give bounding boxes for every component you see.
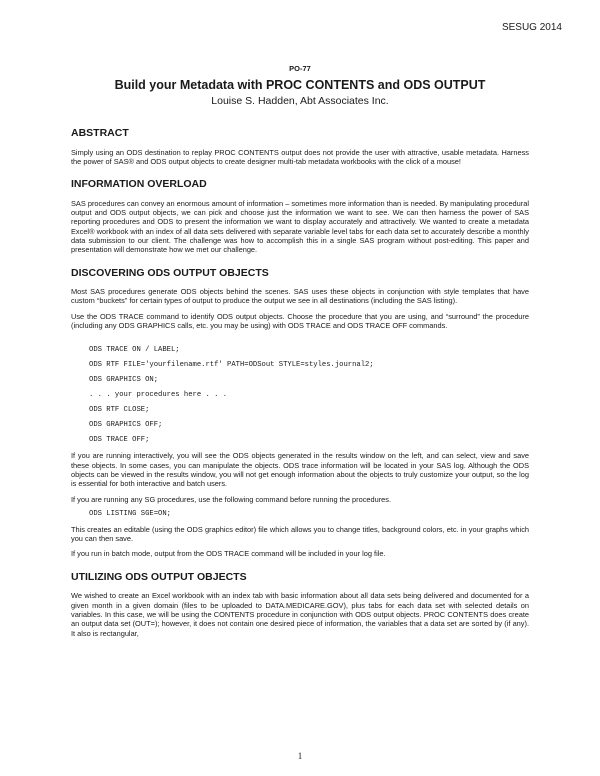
page-number: 1	[297, 751, 303, 761]
discovering-paragraph-6: If you run in batch mode, output from the ODS TRACE command will be included in your log file.	[71, 549, 386, 559]
paper-id: PO-77	[289, 64, 311, 73]
discovering-paragraph-5: This creates an editable (using the ODS graphics editor) file which allows you to change titles, background colors, etc. in your graphs which you can then save.	[71, 524, 529, 544]
utilizing-heading: UTILIZING ODS OUTPUT OBJECTS	[71, 570, 247, 583]
utilizing-paragraph: We wished to create an Excel workbook with an index tab with basic information about all data sets being delivered and documented for a given month in a given domain (files to be uploaded to DATA.MEDICARE.GOV), plus tabs for each data set with selected details on variables. In this case, we will be using the CONTENTS procedure in conjunction with ODS output objects. PROC CONTENTS does create an output data set (OUT=); however, it does not contain one desired piece of information, the variables that a data set are sorted by (if any). It also is rectangular,	[71, 591, 529, 638]
paper-body	[71, 64, 529, 644]
paper-author: Louise S. Hadden, Abt Associates Inc.	[211, 95, 389, 107]
code-line: ODS TRACE ON / LABEL;	[89, 346, 180, 355]
code-line: . . . your procedures here . . .	[89, 391, 228, 400]
code-line: ODS RTF CLOSE;	[89, 406, 150, 415]
code-block	[71, 346, 529, 444]
discovering-paragraph-1: Most SAS procedures generate ODS objects behind the scenes. SAS uses these objects in conjunction with style templates that have custom “buckets” for certain types of output to produce the output we see in all destinations (including the SAS listing).	[71, 287, 529, 306]
abstract-paragraph: Simply using an ODS destination to replay PROC CONTENTS output does not provide the user with attractive, usable metadata. Harness the power of SAS® and ODS output objects to create designer multi-tab metadata workbooks with the click of a mouse!	[71, 147, 529, 166]
code-line: ODS TRACE OFF;	[89, 436, 150, 445]
overload-paragraph: SAS procedures can convey an enormous amount of information – sometimes more information than is needed. By manipulating procedural output and ODS output objects, we can pick and choose just the information we want to see. We can then harness the power of SAS reporting procedures and ODS to present the information we want to display accurately and attractively. We wanted to create a metadata Excel® workbook with an index of all data sets delivered with separate variable level tabs for each data set to accurately describe a monthly data submission to our client. The challenge was how to accomplish this in a single SAS program without post-editing. This paper and presentation will demonstrate how we met our challenge.	[71, 198, 529, 255]
code-line: ODS GRAPHICS OFF;	[89, 421, 163, 430]
code-line-sge: ODS LISTING SGE=ON;	[89, 509, 171, 518]
conference-header: SESUG 2014	[501, 22, 562, 33]
discovering-heading: DISCOVERING ODS OUTPUT OBJECTS	[71, 266, 269, 279]
discovering-paragraph-4: If you are running any SG procedures, use the following command before running the procedures.	[71, 494, 392, 504]
code-line: ODS GRAPHICS ON;	[89, 376, 159, 385]
overload-heading: INFORMATION OVERLOAD	[71, 178, 207, 191]
discovering-paragraph-3: If you are running interactively, you will see the ODS objects generated in the results window on the left, and can select, view and save these objects. In some cases, you can manipulate the objects. ODS trace information will be located in your SAS log. Although the ODS objects can be viewed in the results window, you will not get enough information about the objects to truly customize your output, so the log is essential for both interactive and batch users.	[71, 451, 529, 489]
paper-title: Build your Metadata with PROC CONTENTS and ODS OUTPUT	[114, 78, 486, 92]
code-line: ODS RTF FILE='yourfilename.rtf' PATH=ODSout STYLE=styles.journal2;	[89, 361, 374, 370]
discovering-paragraph-2: Use the ODS TRACE command to identify ODS output objects. Choose the procedure that you are using, and “surround” the procedure (including any ODS GRAPHICS calls, etc. you may be using) with ODS TRACE and ODS TRACE OFF commands.	[71, 311, 529, 331]
abstract-heading: ABSTRACT	[71, 127, 129, 139]
